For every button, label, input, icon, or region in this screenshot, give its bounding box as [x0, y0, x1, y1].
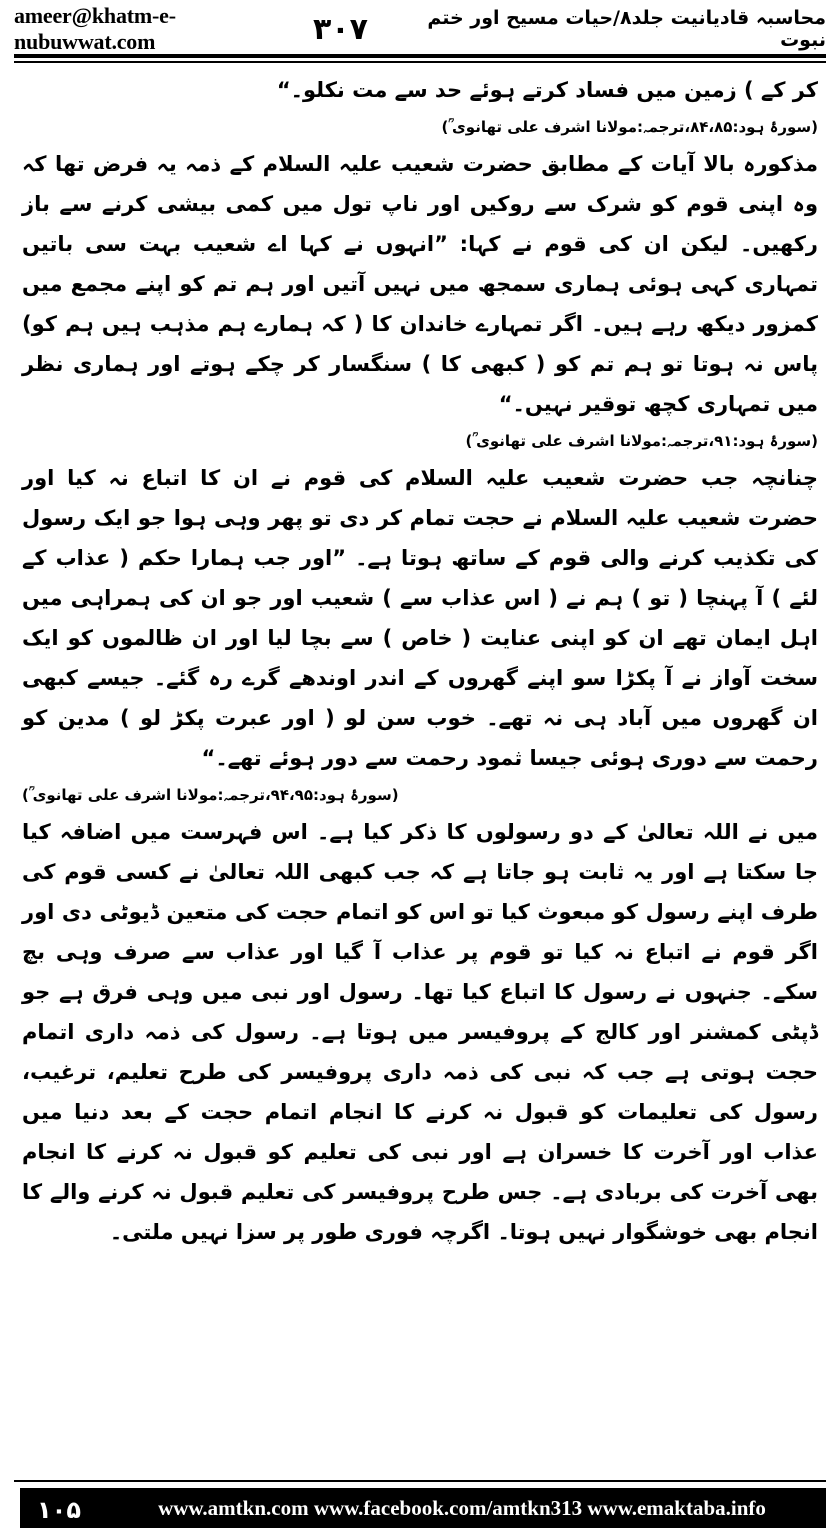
paragraph-2: مذکورہ بالا آیات کے مطابق حضرت شعیب علیہ السلام کے ذمہ یہ فرض تھا کہ وہ اپنی قوم کو شرک سے روکیں اور ناپ تول میں کمی بیشی کرنے سے باز رکھیں۔ لیکن ان کی قوم نے کہا: ”انہوں نے کہا اے شعیب بہت سی باتیں تمہاری کہی ہوئی ہماری سمجھ میں نہیں آتیں اور ہم تم کو اپنے مجمع میں کمزور دیکھ رہے ہیں۔ اگر تمہارے خاندان کا ( کہ ہمارے ہم مذہب ہیں ہم کو) پاس نہ ہوتا تو ہم تم کو ( کبھی کا ) سنگسار کر چکے ہوتے اور ہماری نظر میں تمہاری کچھ توقیر نہیں۔“: [22, 152, 818, 416]
header-rule-thin: [14, 61, 826, 63]
paragraph-4: میں نے اللہ تعالیٰ کے دو رسولوں کا ذکر کیا ہے۔ اس فہرست میں اضافہ کیا جا سکتا ہے اور یہ ثابت ہو جاتا ہے کہ جب کبھی اللہ تعالیٰ نے کسی قوم کی طرف اپنے رسول کو مبعوث کیا تو اس کو اتمام حجت کی متعین ڈیوٹی دی اور اگر قوم نے اتباع نہ کیا تو قوم پر عذاب آ گیا اور عذاب سے صرف وہی بچ سکے۔ جنہوں نے رسول کا اتباع کیا تھا۔ رسول اور نبی میں وہی فرق ہے جو ڈپٹی کمشنر اور کالج کے پروفیسر میں ہوتا ہے۔ رسول کی ذمہ داری اتمام حجت ہوتی ہے جب کہ نبی کی ذمہ داری پروفیسر کی طرح تعلیم، ترغیب، رسول کی تعلیمات کو قبول نہ کرنے کا انجام اتمام حجت کے بعد دنیا میں عذاب اور آخرت کا خسران ہے اور نبی کی تعلیم کو قبول نہ کرنے کا انجام بھی آخرت کی بربادی ہے۔ جس طرح پروفیسر کی تعلیم قبول نہ کرنے والے کا انجام بھی خوشگوار نہیں ہوتا۔ اگرچہ فوری طور پر سزا نہیں ملتی۔: [22, 820, 818, 1244]
page-footer: [14, 1488, 826, 1528]
reference-2: (سورۂ ہود:۹۱،ترجمہ:مولانا اشرف علی تھانوی ؒ): [465, 432, 818, 450]
header-rule-thick: [14, 54, 826, 58]
reference-3: (سورۂ ہود:۹۴،۹۵،ترجمہ:مولانا اشرف علی تھانوی ؒ): [22, 786, 399, 804]
paragraph-1: کر کے ) زمین میں فساد کرتے ہوئے حد سے مت نکلو۔“: [276, 78, 818, 102]
footer-page-number: ۱۰۵: [20, 1488, 98, 1528]
footer-links: www.amtkn.com www.facebook.com/amtkn313 www.emaktaba.info: [98, 1488, 826, 1528]
header-email: ameer@khatm-e-nubuwwat.com: [14, 3, 176, 54]
book-title: محاسبہ قادیانیت جلد۸/حیات مسیح اور ختم نبوت: [427, 7, 826, 51]
header-right: [313, 7, 826, 51]
footer-rule: [14, 1480, 826, 1482]
page-body: [22, 70, 818, 1252]
page-header: [14, 3, 826, 54]
paragraph-3: چنانچہ جب حضرت شعیب علیہ السلام کی قوم نے ان کا اتباع نہ کیا اور حضرت شعیب علیہ السلام نے حجت تمام کر دی تو پھر وہی ہوا جو ایک رسول کی تکذیب کرنے والی قوم کے ساتھ ہوتا ہے۔ ”اور جب ہمارا حکم ( عذاب کے لئے ) آ پہنچا ( تو ) ہم نے ( اس عذاب سے ) شعیب اور جو ان کی ہمراہی میں اہل ایمان تھے ان کو اپنی عنایت ( خاص ) سے بچا لیا اور ان ظالموں کو ایک سخت آواز نے آ پکڑا سو اپنے گھروں کے اندر اوندھے گرے رہ گئے۔ جیسے کبھی ان گھروں میں آباد ہی نہ تھے۔ خوب سن لو ( اور عبرت پکڑ لو ) مدین کو رحمت سے دوری ہوئی جیسا ثمود رحمت سے دور ہوئے تھے۔“: [22, 466, 818, 770]
header-page-number: ۳۰۷: [312, 11, 368, 47]
reference-1: (سورۂ ہود:۸۴،۸۵،ترجمہ:مولانا اشرف علی تھانوی ؒ): [441, 118, 818, 136]
